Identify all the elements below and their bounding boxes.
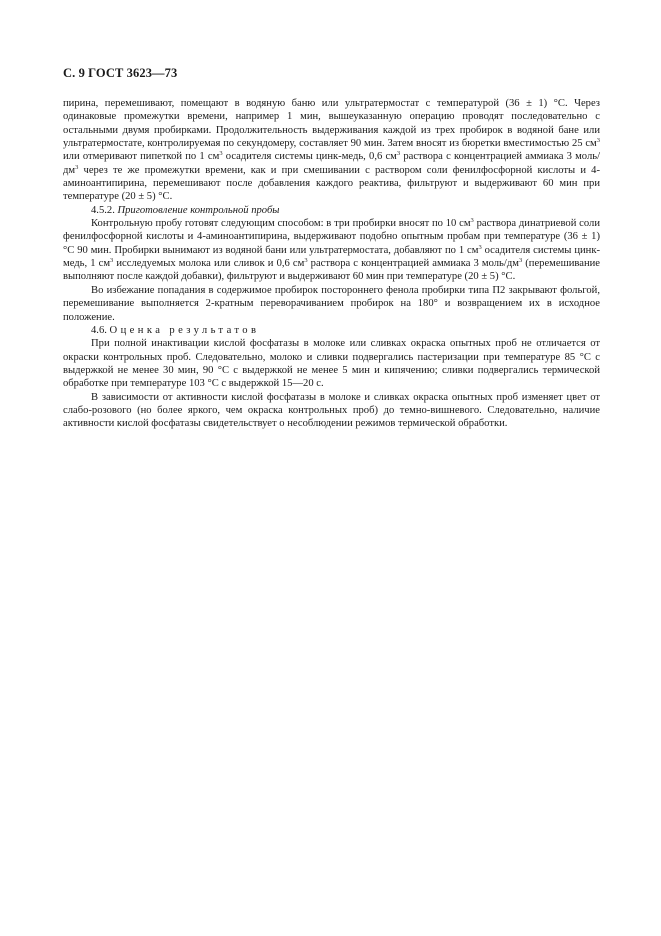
superscript: 3 [304, 257, 308, 265]
text-run: раствора с концентрацией аммиака 3 моль/дм [307, 258, 519, 270]
superscript: 3 [518, 257, 523, 265]
paragraph-continuation [63, 97, 600, 204]
superscript: 3 [110, 257, 114, 265]
paragraph-results-activity: В зависимости от активности кислой фосфатазы в молоке и сливках окраска опытных проб изменяет цвет от слабо-розового (но более яркого, чем окраска контрольных проб) до темно-вишневого. Следовательно, наличие активности кислой фосфатазы свидетельствует о несоблюдении режимов термической обработки. [63, 391, 600, 430]
section-number: 4.6. [91, 324, 110, 336]
superscript: 3 [478, 243, 482, 251]
text-run: осадителя системы цинк-медь, 0,6 см [222, 151, 397, 163]
text-run: через те же промежутки времени, как и при смешивании с раствором соли фенилфосфорной кислоты и 4-аминоантипирина, перемешивают после добавления каждого реактива, фильтруют и выдерживают 60 мин при температуре (20 ± 5) °С. [63, 164, 600, 203]
text-run: (перемешивание выполняют после каждой добавки), фильтруют и выдерживают 60 мин при температуре (20 ± 5) °С. [63, 258, 601, 283]
text-run: исследуемых молока или сливок и 0,6 см [113, 258, 305, 270]
superscript: 3 [596, 137, 600, 145]
page-header: С. 9 ГОСТ 3623—73 [63, 66, 178, 80]
text-run: осадителя системы цинк-медь, 1 см [63, 244, 600, 270]
section-title: Оценка результатов [109, 324, 260, 336]
document-body [63, 97, 600, 431]
superscript: 3 [219, 150, 223, 158]
section-title: Приготовление контрольной пробы [117, 204, 280, 216]
section-heading-4-5-2 [63, 204, 600, 217]
superscript: 3 [396, 150, 401, 158]
text-run: Контрольную пробу готовят следующим способом: в три пробирки вносят по 10 см [91, 218, 471, 230]
text-run: пирина, перемешивают, помещают в водяную баню или ультратермостат с температурой (36 ± 1) °С. Через одинаковые промежутки времени, например 1 мин, вышеуказанную операцию проводят последовательно с остальными двумя пробирками. Продолжительность выдерживания каждой из трех пробирок в водяной бане или ультратермостате, контролируемая по секундомеру, составляет 90 мин. Затем вносят из бюретки вместимостью 25 см [63, 98, 600, 150]
paragraph-control-sample [63, 217, 600, 284]
superscript: 3 [75, 163, 79, 171]
paragraph-results-inactivation: При полной инактивации кислой фосфатазы в молоке или сливках окраска опытных проб не отличается от окраски контрольных проб. Следовательно, молоко и сливки подвергались пастеризации при температуре 85 °С с выдержкой не менее 30 мин, 90 °С с выдержкой не менее 5 мин и кипячению; сливки подвергались термической обработке при температуре 103 °С с выдержкой 15—20 с. [63, 338, 600, 390]
text-run: или отмеривают пипеткой по 1 см [63, 151, 220, 163]
section-number: 4.5.2. [91, 204, 118, 216]
paragraph-phenol-note: Во избежание попадания в содержимое пробирок постороннего фенола пробирки типа П2 закрывают фольгой, перемешивание выполняется 2-кратным переворачиванием пробирок на 180° и возвращением их в исходное положение. [63, 284, 600, 323]
text-run: раствора с концентрацией аммиака 3 моль/дм [63, 151, 601, 176]
superscript: 3 [470, 217, 474, 225]
section-heading-4-6 [63, 324, 600, 337]
text-run: раствора динатриевой соли фенилфосфорной кислоты и 4-аминоантипирина, выдерживают подобно опытным пробам при температуре (36 ± 1) °С 90 мин. Пробирки вынимают из водяной бани или ультратермостата, добавляют по 1 см [63, 218, 600, 256]
